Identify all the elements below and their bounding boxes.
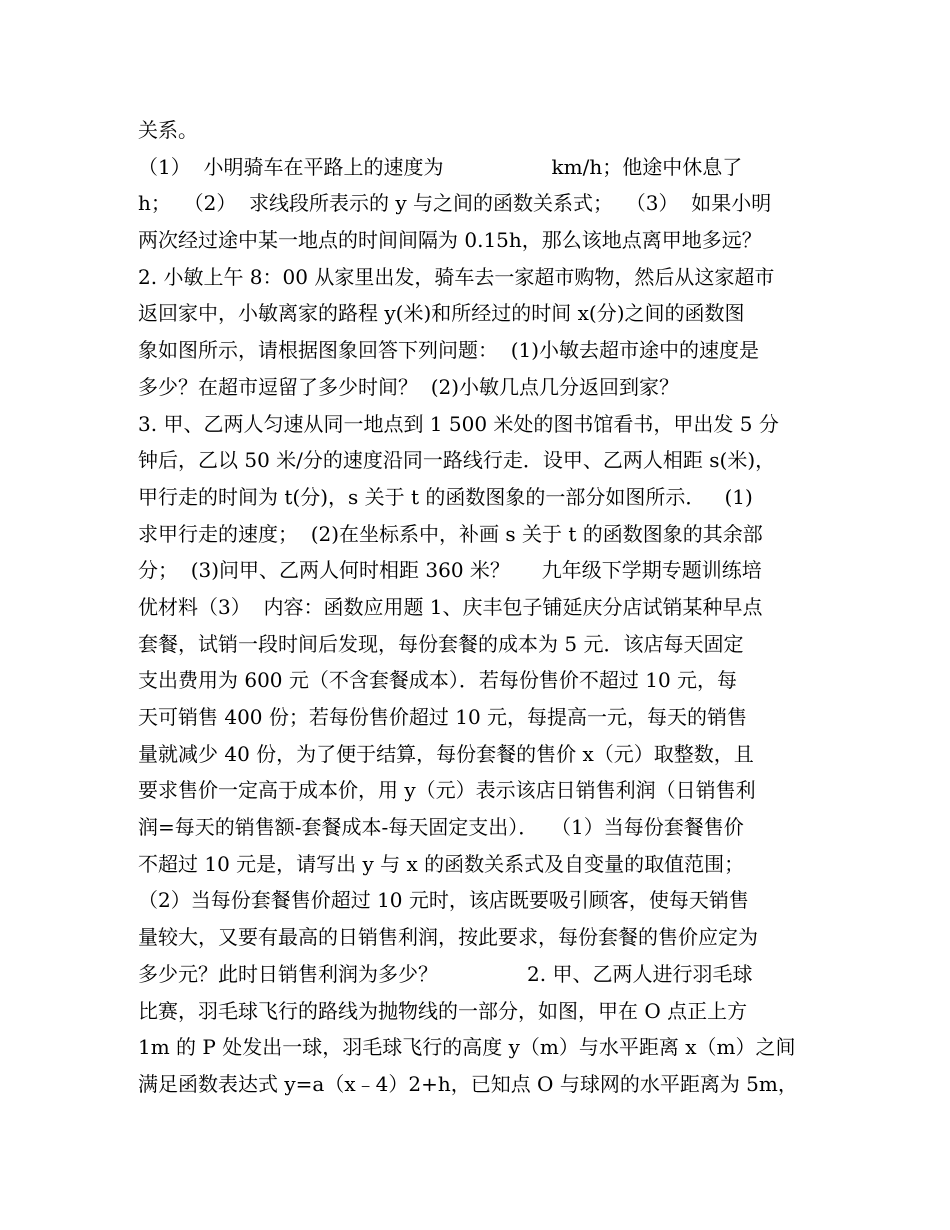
text-line: 套餐，试销一段时间后发现，每份套餐的成本为 5 元．该店每天固定 bbox=[138, 631, 744, 656]
text-line: 钟后，乙以 50 米/分的速度沿同一路线行走．设甲、乙两人相距 s(米)， bbox=[138, 448, 776, 473]
text-line: 3. 甲、乙两人匀速从同一地点到 1 500 米处的图书馆看书，甲出发 5 分 bbox=[138, 411, 779, 436]
text-line: 2. 小敏上午 8：00 从家里出发，骑车去一家超市购物，然后从这家超市 bbox=[138, 264, 775, 289]
text-line: 返回家中，小敏离家的路程 y(米)和所经过的时间 x(分)之间的函数图 bbox=[138, 301, 745, 326]
text-line: 比赛，羽毛球飞行的路线为抛物线的一部分，如图，甲在 O 点正上方 bbox=[138, 998, 748, 1023]
text-line: 多少元？此时日销售利润为多少？ 2. 甲、乙两人进行羽毛球 bbox=[138, 961, 753, 986]
text-line: 要求售价一定高于成本价，用 y（元）表示该店日销售利润（日销售利 bbox=[138, 778, 756, 803]
text-line: 不超过 10 元是，请写出 y 与 x 的函数关系式及自变量的取值范围； bbox=[138, 851, 745, 876]
text-line: 1m 的 P 处发出一球，羽毛球飞行的高度 y（m）与水平距离 x（m）之间 bbox=[138, 1035, 796, 1060]
text-line: 关系。 bbox=[138, 118, 198, 142]
document-body bbox=[138, 112, 818, 1103]
text-line: h； （2） 求线段所表示的 y 与之间的函数关系式； （3） 如果小明 bbox=[138, 191, 772, 216]
text-line: 分； (3)问甲、乙两人何时相距 360 米？ 九年级下学期专题训练培 bbox=[138, 558, 762, 583]
text-line: 量较大，又要有最高的日销售利润，按此要求，每份套餐的售价应定为 bbox=[138, 925, 758, 950]
text-line: 求甲行走的速度； (2)在坐标系中，补画 s 关于 t 的函数图象的其余部 bbox=[138, 521, 763, 546]
text-line: （1） 小明骑车在平路上的速度为 km/h；他途中休息了 bbox=[138, 154, 743, 179]
text-line: 甲行走的时间为 t(分)，s 关于 t 的函数图象的一部分如图所示． (1) bbox=[138, 484, 753, 509]
text-line: 润=每天的销售额-套餐成本-每天固定支出）． （1）当每份套餐售价 bbox=[138, 815, 744, 840]
text-line: 象如图所示，请根据图象回答下列问题： (1)小敏去超市途中的速度是 bbox=[138, 338, 760, 363]
text-line: 多少？在超市逗留了多少时间？ (2)小敏几点几分返回到家？ bbox=[138, 374, 680, 399]
text-line: 优材料（3） 内容：函数应用题 1、庆丰包子铺延庆分店试销某种早点 bbox=[138, 594, 763, 619]
text-line: 量就减少 40 份，为了便于结算，每份套餐的售价 x（元）取整数，且 bbox=[138, 741, 754, 766]
text-line: 天可销售 400 份；若每份售价超过 10 元，每提高一元，每天的销售 bbox=[138, 705, 748, 729]
text-line: （2）当每份套餐售价超过 10 元时，该店既要吸引顾客，使每天销售 bbox=[138, 888, 749, 913]
text-line: 支出费用为 600 元（不含套餐成本）．若每份售价不超过 10 元，每 bbox=[138, 668, 738, 693]
text-line: 满足函数表达式 y=a（x﹣4）2+h，已知点 O 与球网的水平距离为 5m， bbox=[138, 1071, 798, 1096]
text-line: 两次经过途中某一地点的时间间隔为 0.15h，那么该地点离甲地多远？ bbox=[138, 228, 762, 253]
